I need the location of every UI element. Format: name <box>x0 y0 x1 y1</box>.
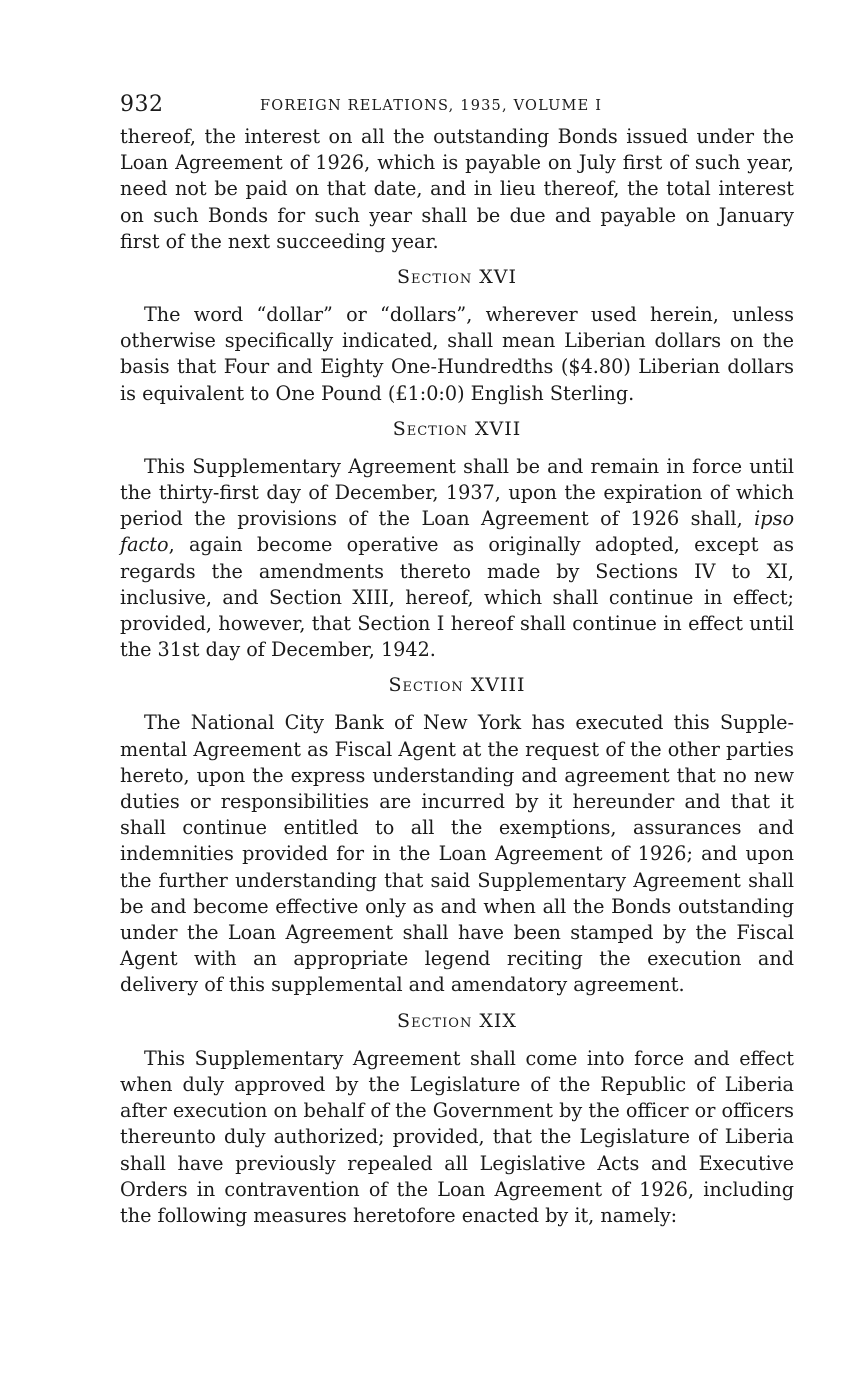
section-heading-xviii: Section XVIII <box>388 674 526 697</box>
running-head: FOREIGN RELATIONS, 1935, VOLUME I <box>260 98 603 114</box>
paragraph-continuation: thereof, the interest on all the outstanding Bonds issued under the Loan Agreement of 1926, which is payable on July first of such year, need not be paid on that date, and in lieu thereof, the total interest on such Bonds for such year shall be due and payable on January first of the next succeeding year. <box>120 125 794 253</box>
section-heading-xix: Section XIX <box>397 1009 517 1032</box>
paragraph-section-xix: This Supplementary Agreement shall come into force and effect when duly approved by the Legislature of the Republic of Liberia after execution on behalf of the Government by the officer or officers thereunto duly authorized; provided, that the Legislature of Liberia shall have previously repealed all Legislative Acts and Executive Orders in contravention of the Loan Agreement of 1926, including the following measures heretofore enacted by it, namely: <box>120 1046 794 1227</box>
paragraph-section-xvi: The word “dollar” or “dollars”, wherever used herein, unless otherwise specifically indicated, shall mean Liberian dollars on the basis that Four and Eighty One-Hundredths ($4.80) Liberian dollars is equivalent to One Pound (£1:0:0) English Sterling. <box>120 303 794 405</box>
page-header <box>120 90 794 124</box>
section-heading-xvi: Section XVI <box>396 266 518 289</box>
italic-phrase: ipso facto <box>120 507 794 557</box>
section-heading-xvii: Section XVII <box>392 417 522 440</box>
document-page <box>120 90 794 1229</box>
paragraph-text-part: This Supplementary Agreement shall be and remain in force until the thirty-first day of December, 1937, upon the expiration of which period the provisions of the Loan Agreement of 1926 shall, <box>120 454 794 531</box>
paragraph-text-part: , again become operative as originally adopted, except as regards the amendments thereto made by Sections IV to XI, inclusive, and Section XIII, hereof, which shall continue in effect; provided, however, that Section I hereof shall continue in effect until the 31st day of December, 1942. <box>120 533 794 662</box>
paragraph-section-xvii <box>120 454 794 664</box>
paragraph-section-xviii: The National City Bank of New York has executed this Supplemental Agreement as Fiscal Agent at the request of the other parties hereto, upon the express understanding and agreement that no new duties or responsibilities are incurred by it hereunder and that it shall continue entitled to all the exemptions, assurances and indemnities provided for in the Loan Agreement of 1926; and upon the further understanding that said Supplementary Agreement shall be and become effective only as and when all the Bonds outstanding under the Loan Agreement shall have been stamped by the Fiscal Agent with an appropriate legend reciting the execution and delivery of this supplemental and amendatory agreement. <box>120 711 794 997</box>
page-number: 932 <box>120 92 164 117</box>
